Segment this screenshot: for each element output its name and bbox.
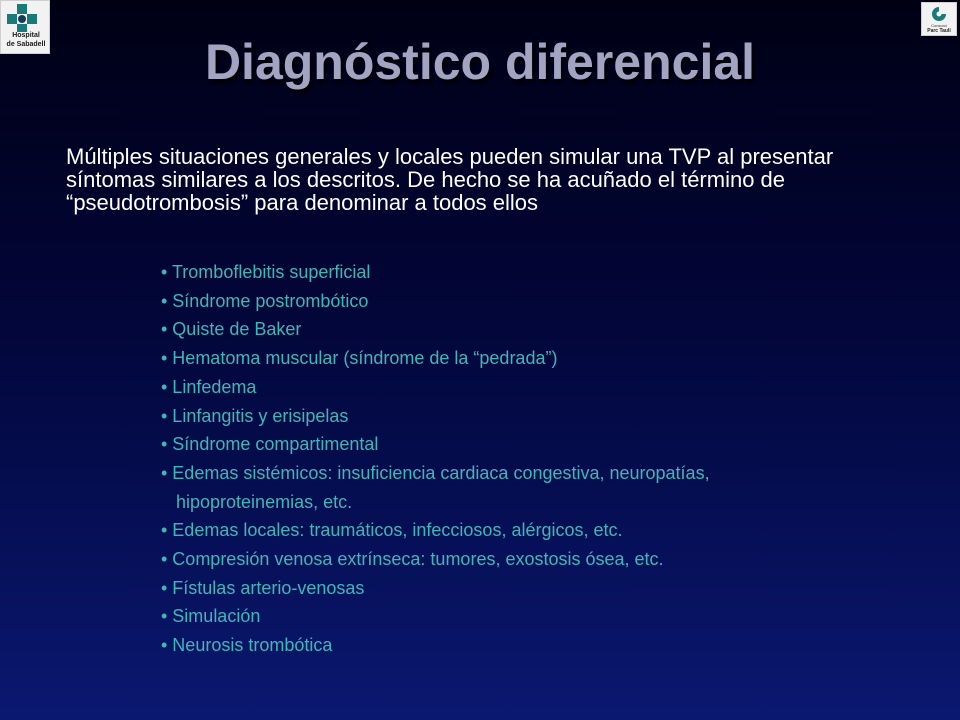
intro-paragraph: Múltiples situaciones generales y locales pueden simular una TVP al presentar síntomas similares a los descritos. De hecho se ha acuñado el término de “pseudotrombosis” para denominar a todos ellos [66, 144, 834, 215]
list-item: • Linfedema [161, 376, 257, 397]
list-item: • Edemas locales: traumáticos, infecciosos, alérgicos, etc. [161, 520, 623, 541]
list-item: • Edemas sistémicos: insuficiencia cardiaca congestiva, neuropatías, [161, 462, 710, 483]
slide-title: Diagnóstico diferencial [204, 34, 756, 90]
logo-left-line1: Hospital [12, 32, 40, 39]
list-item-continuation: hipoproteinemias, etc. [176, 491, 353, 512]
logo-right-line2: Parc Taulí [927, 28, 951, 34]
list-item: • Síndrome compartimental [161, 434, 379, 455]
hospital-cross-icon [7, 4, 45, 32]
list-item: • Síndrome postrombótico [161, 290, 369, 311]
list-item: • Compresión venosa extrínseca: tumores, exostosis ósea, etc. [161, 549, 664, 570]
list-item: • Quiste de Baker [161, 319, 302, 340]
logo-left-line2: de Sabadell [6, 41, 46, 48]
differential-diagnosis-list [161, 258, 921, 660]
list-item: • Neurosis trombótica [161, 635, 333, 656]
logo-right-line1: Consorci [931, 23, 947, 28]
list-item: • Fístulas arterio-venosas [161, 577, 365, 598]
parc-tauli-icon [931, 6, 947, 22]
list-item: • Simulación [161, 606, 261, 627]
list-item: • Linfangitis y erisipelas [161, 405, 349, 426]
list-item: • Tromboflebitis superficial [161, 262, 371, 282]
list-item: • Hematoma muscular (síndrome de la “pedrada”) [161, 348, 558, 369]
